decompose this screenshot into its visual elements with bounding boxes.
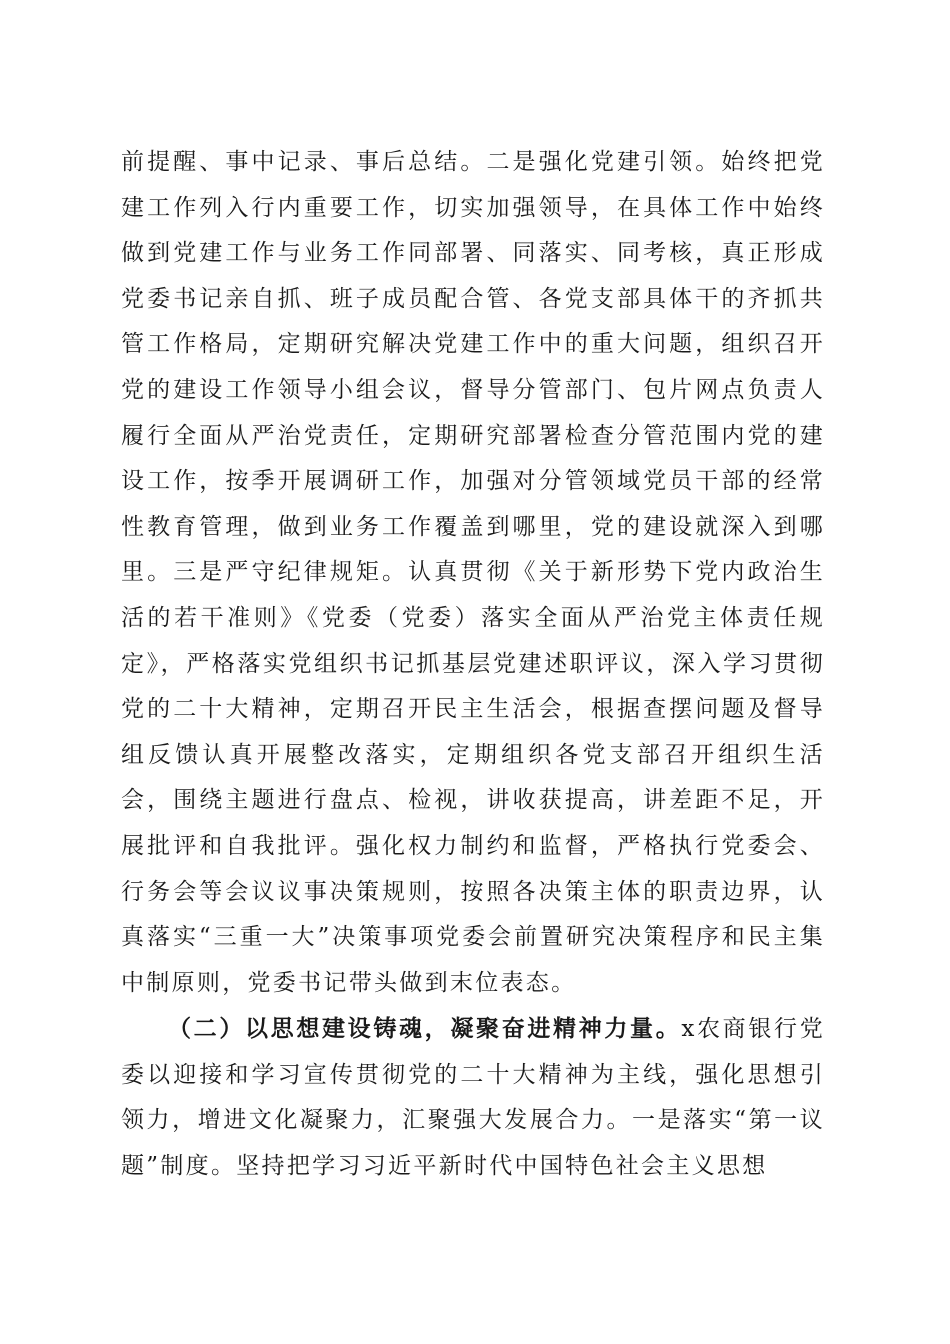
document-body [121,140,825,1190]
paragraph-2-text: x农商银行党委以迎接和学习宣传贯彻党的二十大精神为主线，强化思想引领力，增进文化凝聚力，汇聚强大发展合力。一是落实“第一议题”制度。坚持把学习习近平新时代中国特色社会主义思想 [121,1016,825,1180]
section-heading: （二）以思想建设铸魂，凝聚奋进精神力量。 [168,1015,682,1043]
paragraph-1 [121,140,825,1006]
paragraph-2 [121,1006,825,1189]
paragraph-1-text: 前提醒、事中记录、事后总结。二是强化党建引领。始终把党建工作列入行内重要工作，切实加强领导，在具体工作中始终做到党建工作与业务工作同部署、同落实、同考核，真正形成党委书记亲自抓、班子成员配合管、各党支部具体干的齐抓共管工作格局，定期研究解决党建工作中的重大问题，组织召开党的建设工作领导小组会议，督导分管部门、包片网点负责人履行全面从严治党责任，定期研究部署检查分管范围内党的建设工作，按季开展调研工作，加强对分管领域党员干部的经常性教育管理，做到业务工作覆盖到哪里，党的建设就深入到哪里。三是严守纪律规矩。认真贯彻《关于新形势下党内政治生活的若干准则》《党委（党委）落实全面从严治党主体责任规定》，严格落实党组织书记抓基层党建述职评议，深入学习贯彻党的二十大精神，定期召开民主生活会，根据查摆问题及督导组反馈认真开展整改落实，定期组织各党支部召开组织生活会，围绕主题进行盘点、检视，讲收获提高，讲差距不足，开展批评和自我批评。强化权力制约和监督，严格执行党委会、行务会等会议议事决策规则，按照各决策主体的职责边界，认真落实“三重一大”决策事项党委会前置研究决策程序和民主集中制原则，党委书记带头做到末位表态。 [121,149,825,996]
